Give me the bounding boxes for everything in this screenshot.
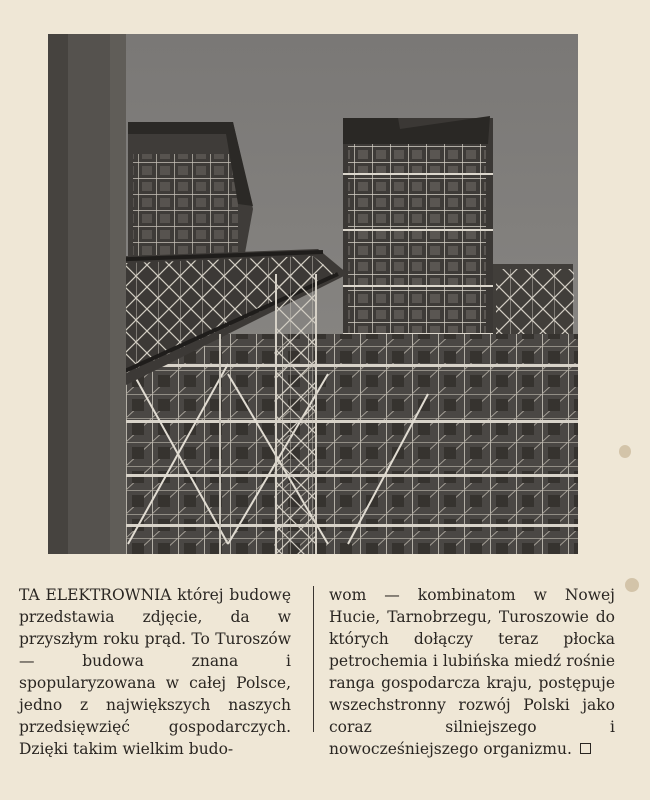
article-column-right <box>329 584 615 760</box>
paper-stain <box>619 445 631 458</box>
power-plant-photo <box>48 34 578 554</box>
end-of-article-icon <box>580 743 591 754</box>
paper-stain <box>625 578 639 592</box>
column-divider <box>313 586 314 732</box>
article-text-left: TA ELEKTROWNIA której budowę przedstawia zdjęcie, da w przyszłym roku prąd. To Turoszów — budowa znana i spopularyzowana w całej Polsce, jedno z największych naszych przedsięwzięć gospodarczych. Dzięki takim wielkim budo- <box>19 586 291 758</box>
article-column-left <box>19 584 291 760</box>
article-text-right <box>329 584 615 760</box>
article-text-right-body: wom — kombinatom w Nowej Hucie, Tarnobrzegu, Turoszowie do których dołączy teraz płocka petrochemia i lubińska miedź rośnie ranga gospodarcza kraju, postępuje wszechstronny rozwój Polski jako coraz silniejszego i nowocześniejszego organizmu. <box>329 586 615 758</box>
